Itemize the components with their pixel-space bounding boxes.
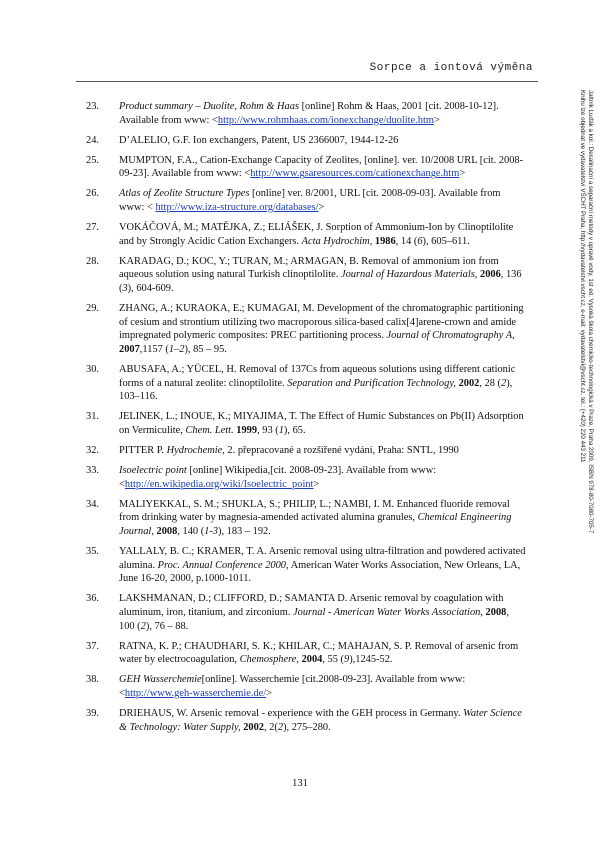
reference-item bbox=[86, 100, 526, 127]
reference-item bbox=[86, 444, 526, 458]
reference-number: 29. bbox=[86, 303, 99, 315]
reference-item bbox=[86, 154, 526, 181]
reference-text: ABUSAFA, A.; YÜCEL, H. Removal of 137Cs from aqueous solutions using different cationic forms of a natural zeolite: clinoptilolite. Separation and Purification Technology, 2002, 28 (2), 103–116. bbox=[119, 364, 516, 403]
reference-item bbox=[86, 255, 526, 296]
reference-list bbox=[86, 100, 526, 741]
reference-number: 24. bbox=[86, 134, 99, 146]
reference-text: Atlas of Zeolite Structure Types [online] ver. 8/2001, URL [cit. 2008-09-03]. Available from www: < http://www.iza-structure.org/databases/> bbox=[119, 188, 501, 214]
side-note-line-2: Knihu lze objednat ve vydavatelství VŠCHT Praha, http://vydavatelstvi.vscht.cz, e-mail: vydavatelstvi@vscht.cz, tel.: (+420) 220 443 211 bbox=[579, 90, 586, 463]
reference-item bbox=[86, 545, 526, 586]
reference-text: VOKÁČOVÁ, M.; MATĚJKA, Z.; ELIÁŠEK, J. Sorption of Ammonium-Ion by Clinoptilolite and by Strongly Acidic Cation Exchangers. Acta Hydrochim, 1986, 14 (6), 605–611. bbox=[119, 222, 514, 247]
side-publisher-note bbox=[566, 90, 594, 750]
reference-text: RATNA, K. P.; CHAUDHARI, S. K.; KHILAR, C.; MAHAJAN, S. P. Removal of arsenic from water by electrocoagulation, Chemosphere, 2004, 55 (9),1245-52. bbox=[119, 640, 519, 666]
reference-item bbox=[86, 707, 526, 734]
reference-item bbox=[86, 221, 526, 248]
reference-number: 31. bbox=[86, 411, 99, 423]
reference-number: 39. bbox=[86, 707, 99, 719]
reference-link[interactable]: http://en.wikipedia.org/wiki/Isoelectric_point bbox=[124, 478, 314, 490]
side-note-line-1: Jaltník Luďák a kol.: Desalinační a separační metody v úpravě vody, 1st ed. Vysoká škola chemicko-technologická v Praze, Praha 2009, ISBN 978-80-7080-705-7 bbox=[587, 90, 594, 534]
reference-text: YALLALY, B. C.; KRAMER, T. A. Arsenic removal using ultra-filtration and powdered activated alumina. Proc. Annual Conference 2000, American Water Works Association, New Orleans, LA, June 16-20, 2000, p.1000-1011. bbox=[119, 546, 526, 585]
reference-text: DRIEHAUS, W. Arsenic removal - experience with the GEH process in Germany. Water Science & Technology: Water Supply, 2002, 2(2), 275–280. bbox=[119, 707, 522, 733]
reference-item bbox=[86, 592, 526, 633]
reference-number: 32. bbox=[86, 444, 99, 456]
reference-item bbox=[86, 640, 526, 667]
reference-text: PITTER P. Hydrochemie, 2. přepracované a rozšířené vydání, Praha: SNTL, 1990 bbox=[119, 444, 459, 456]
reference-link[interactable]: http://www.rohmhaas.com/ionexchange/duolite.htm bbox=[217, 114, 434, 126]
reference-number: 30. bbox=[86, 364, 99, 375]
reference-link[interactable]: http://www.iza-structure.org/databases/ bbox=[155, 202, 319, 214]
reference-item bbox=[86, 187, 526, 214]
reference-text: MUMPTON, F.A., Cation-Exchange Capacity of Zeolites, [online]. ver. 10/2008 URL [cit. 2008-09-23]. Available from www: <http://www.gsaresources.com/cationexchange.htm> bbox=[119, 154, 524, 180]
reference-item bbox=[86, 363, 526, 404]
running-header: Sorpce a iontová výměna bbox=[369, 62, 533, 74]
reference-number: 28. bbox=[86, 255, 99, 267]
reference-item bbox=[86, 464, 526, 491]
reference-number: 25. bbox=[86, 154, 99, 166]
reference-number: 35. bbox=[86, 546, 99, 558]
reference-text: ZHANG, A.; KURAOKA, E.; KUMAGAI, M. Development of the chromatographic partitioning of cesium and strontium utilizing two macroporous silica-based calix[4]arene-crown and amide impregnated polymeric composites: PREC partitioning process. Journal of Chromatography A, 2007,1157 (1–2), 85 – 95. bbox=[119, 303, 524, 355]
reference-number: 26. bbox=[86, 188, 99, 200]
reference-number: 34. bbox=[86, 498, 99, 510]
reference-item bbox=[86, 673, 526, 700]
header-rule bbox=[76, 81, 538, 82]
reference-item bbox=[86, 302, 526, 356]
reference-number: 27. bbox=[86, 222, 99, 234]
reference-number: 23. bbox=[86, 101, 99, 112]
reference-item bbox=[86, 410, 526, 437]
reference-text: LAKSHMANAN, D.; CLIFFORD, D.; SAMANTA D. Arsenic removal by coagulation with aluminum, iron, titanium, and zirconium. Journal - American Water Works Association, 2008, 100 (2), 76 – 88. bbox=[119, 593, 509, 632]
page-number: 131 bbox=[292, 778, 308, 789]
reference-text: D’ALELIO, G.F. Ion exchangers, Patent, US 2366007, 1944-12-26 bbox=[119, 134, 399, 146]
reference-number: 36. bbox=[86, 593, 99, 605]
reference-number: 37. bbox=[86, 640, 99, 652]
reference-number: 38. bbox=[86, 674, 99, 686]
reference-text: KARADAG, D.; KOC, Y.; TURAN, M.; ARMAGAN, B. Removal of ammonium ion from aqueous solution using natural Turkish clinoptilolite. Journal of Hazardous Materials, 2006, 136 (3), 604-609. bbox=[119, 255, 522, 295]
reference-text: GEH Wasserchemie[online]. Wasserchemie [cit.2008-09-23]. Available from www: <http://www.geh-wasserchemie.de/> bbox=[119, 674, 466, 699]
reference-text: Isoelectric point [online] Wikipedia,[cit. 2008-09-23]. Available from www: <http://en.wikipedia.org/wiki/Isoelectric_point> bbox=[119, 465, 437, 490]
reference-text: MALIYEKKAL, S. M.; SHUKLA, S.; PHILIP, L.; NAMBI, I. M. Enhanced fluoride removal from drinking water by magnesia-amended activated alumina granules, Chemical Engineering Journal, 2008, 140 (1-3), 183 – 192. bbox=[119, 498, 512, 537]
reference-link[interactable]: http://www.geh-wasserchemie.de/ bbox=[124, 687, 267, 699]
reference-link[interactable]: http://www.gsaresources.com/cationexchange.htm bbox=[250, 168, 460, 180]
reference-item bbox=[86, 134, 526, 148]
reference-item bbox=[86, 498, 526, 539]
reference-text: Product summary – Duolite, Rohm & Haas [online] Rohm & Haas, 2001 [cit. 2008-10-12]. Available from www: <http://www.rohmhaas.com/ionexchange/duolite.htm> bbox=[119, 101, 499, 126]
reference-text: JELINEK, L.; INOUE, K.; MIYAJIMA, T. The Effect of Humic Substances on Pb(II) Adsorption on Vermiculite, Chem. Lett. 1999, 93 (1), 65. bbox=[119, 411, 524, 436]
reference-number: 33. bbox=[86, 465, 99, 477]
